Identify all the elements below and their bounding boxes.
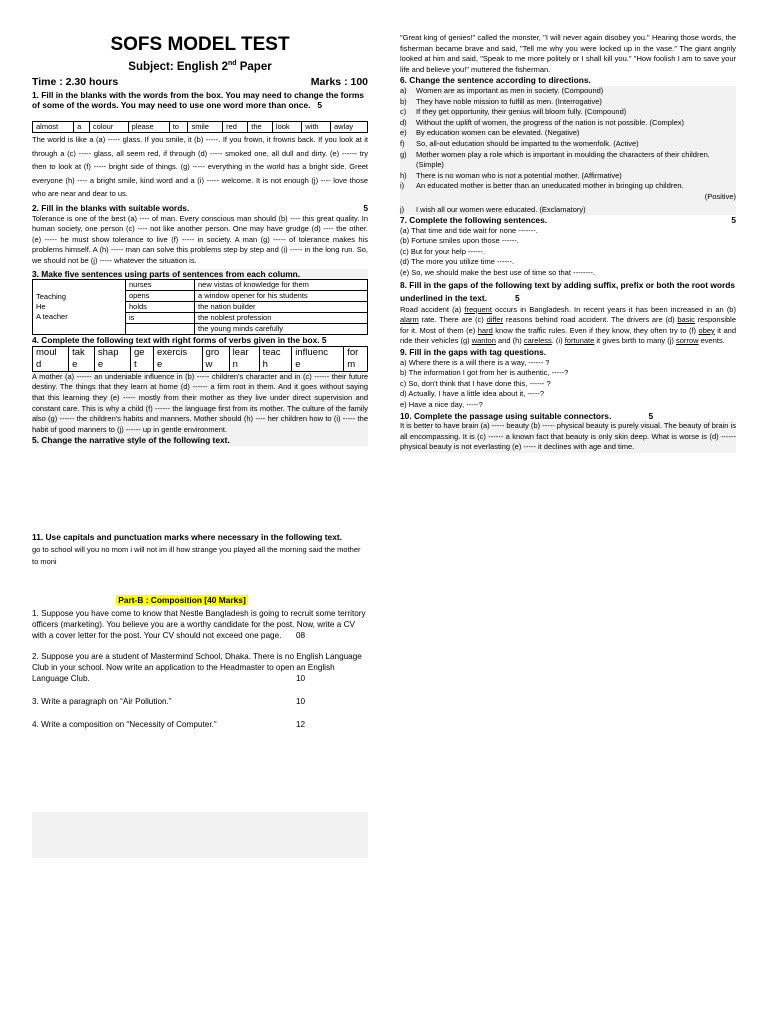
q6-item: a) Women are as important as men in society. (Compound)	[400, 85, 604, 95]
verb-cell: teac h	[259, 346, 292, 371]
word-cell: to	[169, 122, 188, 133]
word-cell: colour	[89, 122, 128, 133]
partb-item: 3. Write a paragraph on “Air Pollution.” 10	[32, 697, 306, 707]
root-word: basic	[677, 315, 695, 325]
verb-cell: for m	[344, 346, 368, 371]
root-word: fortunate	[564, 336, 595, 346]
q6-item: b) They have noble mission to fulfill as men. (Interrogative)	[400, 96, 602, 106]
q6-item: i) An educated mother is better than an uneducated mother in bringing up children.	[400, 181, 684, 191]
verb-cell: ge t	[131, 346, 154, 371]
q3-col2-item: opens	[126, 291, 195, 302]
partb-items	[32, 608, 368, 730]
q2-heading: 2. Fill in the blanks with suitable words. 5	[32, 202, 368, 213]
q3-col3-item: new vistas of knowledge for them	[195, 280, 368, 291]
q10-heading: 10. Complete the passage using suitable connectors. 5	[400, 410, 654, 421]
q9-item: d) Actually, I have a little idea about it, -----?	[400, 389, 545, 399]
verb-cell: influenc e	[292, 346, 344, 371]
partb-item: 4. Write a composition on “Necessity of Computer.” 12	[32, 720, 306, 730]
word-cell: the	[248, 122, 273, 133]
blank-space	[32, 446, 368, 532]
subject-sup: nd	[227, 60, 237, 67]
q6-item: f) So, all-out education should be imparted to the womenfolk. (Active)	[400, 138, 639, 148]
q9-item: c) So, don't think that I have done this, ------ ?	[400, 378, 551, 388]
time-marks-row	[32, 75, 368, 90]
q6-item: e) By education women can be elevated. (Negative)	[400, 128, 580, 138]
q6-heading: 6. Change the sentence according to directions.	[400, 75, 591, 86]
q6-item: g) Mother women play a role which is important in moulding the characters of their children. (Simple)	[400, 149, 710, 170]
verb-cell: moul d	[33, 346, 69, 371]
q1-text: The world is like a (a) ----- glass. If you smile, it (b) -----. If you frown, it frowns back. If you look at it through a (c) ----- glass, all seem red, if through (d) ----- smoked one, all dull and dirty. (e) ------ try then to look at (f) ----- bright side of things. (g) ----- everything in the world has a bright side. Greet everyone (h) ---- a bright smile, kind word and a (i) ----- welcome. It is not enough (j) ---- love those who are near and dear to us.	[32, 135, 368, 199]
marks-label: Marks : 100	[310, 75, 368, 88]
q7-heading: 7. Complete the following sentences. 5	[400, 215, 736, 226]
q9-item: a) Where there is a will there is a way, ------ ?	[400, 357, 550, 367]
partb-item: 1. Suppose you have come to know that Nestle Bangladesh is going to recruit some territory officers (marketing). You believe you are a worthy candidate for the post. Now, write a CV with a cover letter for the post. Your CV should not exceed one page. 08	[32, 609, 366, 641]
time-label: Time : 2.30 hours	[32, 75, 119, 88]
verb-cell: shap e	[94, 346, 130, 371]
q3-heading: 3. Make five sentences using parts of sentences from each column.	[32, 269, 368, 280]
word-cell: with	[302, 122, 331, 133]
q10-text: It is better to have brain (a) ----- beauty (b) ----- physical beauty is purely visual. The beauty of brain is all encompassing. It is (c) ------ a known fact that beauty is only skin deep. What is worse is (d) ------ physical beauty is not everlasting (e) ----- it declines with age and time.	[400, 421, 736, 452]
q6-positive: (Positive)	[704, 191, 736, 201]
root-word: hard	[477, 325, 493, 335]
q1-heading: 1. Fill in the blanks with the words from the box. You may need to change the forms of some of the words. You may need to use one word more than once. 5	[32, 89, 364, 111]
q11-text: go to school will you no mom i will not im ill how strange you played all the morning said the mother to moni	[32, 545, 361, 567]
q4-verb-box	[32, 346, 368, 372]
q7-item: (c) But for your help ------.	[400, 246, 486, 256]
q5-heading: 5. Change the narrative style of the following text.	[32, 435, 368, 446]
q3-col2-item: is	[126, 313, 195, 324]
q7-item: (a) That time and tide wait for none -------.	[400, 225, 538, 235]
q3-col3-item: a window opener for his students	[195, 291, 368, 302]
q3-col2-item: holds	[126, 302, 195, 313]
root-word: sorrow	[676, 336, 699, 346]
verb-cell: gro w	[202, 346, 229, 371]
q3-col1-item: Teaching	[36, 292, 67, 302]
q4-heading: 4. Complete the following text with right forms of verbs given in the box. 5	[32, 335, 327, 346]
shaded-area	[32, 812, 368, 858]
q6-item: j) I wish all our women were educated. (Exclamatory)	[400, 204, 586, 214]
q11-heading: 11. Use capitals and punctuation marks where necessary in the following text.	[32, 531, 342, 542]
word-cell: look	[272, 122, 301, 133]
root-word: frequent	[464, 304, 492, 314]
q2-text: Tolerance is one of the best (a) ---- of man. Every conscious man should (b) ---- this great quality. In human society, one person (c) ---- not like another person. One may have grudge (d) ---- the other. (e) ----- he must show tolerance to live (f) ----- in society. A man (g) ----- of tolerance makes his problems himself. A (h) ----- man can solve this problems step by step and (i) ----- in the long run. So, we should not be (j) ----- whatever the situation is.	[32, 213, 368, 265]
q7-item: (b) Fortune smiles upon those ------.	[400, 236, 519, 246]
q3-table	[32, 279, 368, 335]
q6-list	[400, 86, 736, 215]
q9-list	[400, 358, 736, 411]
partb-mark: 12	[296, 720, 306, 730]
left-column	[32, 30, 368, 730]
word-cell: please	[128, 122, 169, 133]
q4-text: A mother (a) ------ an undeniable influence in (b) ----- children's character and in (c) ------ their future destiny. The things that they learn at home (d) ------ a firm root in them. And it goes without saying that this learning they (e) ----- mostly from their mother as they live under direct supervision and constant care. This is why a child (f) ------ the language first from its mother. The culture of the family also (g) ------ the children's habits and manners. Mother should (h) ---- her children how to (i) ----- the habit of good manners to (j) ------ up in gentle environment.	[32, 371, 368, 434]
page-title: SOFS MODEL TEST	[110, 34, 290, 55]
partb-item: 2. Suppose you are a student of Mastermind School, Dhaka. There is no English Language Club in your school. Now write an application to the Headmaster to open an English Language Club. 10	[32, 652, 362, 684]
verb-cell: exercis e	[154, 346, 203, 371]
q6-item: c) If they get opportunity, their genius will bloom fully. (Compound)	[400, 107, 627, 117]
blank-space-2	[32, 568, 368, 594]
partb-mark: 10	[296, 674, 306, 684]
root-word: alarm	[400, 315, 419, 325]
q3-col3-item: the nation builder	[195, 302, 368, 313]
root-word: wanton	[471, 336, 496, 346]
q7-item: (e) So, we should make the best use of time so that --------.	[400, 268, 596, 278]
q1-word-box	[32, 121, 368, 133]
q3-col2-item: nurses	[126, 280, 195, 291]
subject-prefix: Subject: English 2	[128, 60, 228, 73]
partb-heading-wrap	[0, 594, 368, 606]
verb-cell: tak e	[69, 346, 95, 371]
root-word: differ	[486, 315, 504, 325]
q3-col1-item: A teacher	[36, 312, 68, 322]
word-cell: awlay	[330, 122, 367, 133]
q6-item: h) There is no woman who is not a potential mother. (Affirmative)	[400, 170, 622, 180]
right-column	[400, 33, 736, 453]
q3-col1-item: He	[36, 302, 46, 312]
word-cell: almost	[33, 122, 74, 133]
partb-mark: 10	[296, 697, 306, 707]
q7-list	[400, 226, 736, 279]
q5-story: "Great king of genies!" called the monster, "I will never again disobey you." Hearing those words, the fisherman became brave and said, "Tell me why you were locked up in the vase." The giant angrily looked at him and said, "Speak to me more politely or I shall kill you." "How foolish I am to save your life and believe you!" muttered the fisherman.	[400, 33, 736, 74]
verb-cell: lear n	[229, 346, 259, 371]
word-cell: a	[74, 122, 90, 133]
word-cell: smile	[188, 122, 223, 133]
q7-item: (d) The more you utilize time ------.	[400, 257, 515, 267]
q9-heading: 9. Fill in the gaps with tag questions.	[400, 347, 547, 358]
q8-text: Road accident (a) frequent occurs in Bangladesh. In recent years it has been increased in an (b) alarm rate. There are (c) differ reasons behind road accident. The drivers are (d) basic responsible for it. Most of them (e) hard know the traffic rules. Even if they know, they often try to (f) obey it and ride their vehicles (g) wanton and (h) careless. (i) fortunate it gives birth to many (j) sorrow events.	[400, 304, 736, 346]
root-word: careless	[523, 336, 552, 346]
partb-mark: 08	[296, 631, 306, 641]
q9-item: b) The information I got from her is authentic, -----?	[400, 368, 569, 378]
partb-heading: Part-B : Composition [40 Marks]	[118, 595, 246, 606]
q3-col3-item: the young minds carefully	[195, 324, 368, 335]
q6-item: d) Without the uplift of women, the progress of the nation is not possible. (Complex)	[400, 117, 685, 127]
q3-col3-item: the noblest profession	[195, 313, 368, 324]
root-word: obey	[698, 325, 715, 335]
q9-item: e) Have a nice day, -----?	[400, 400, 483, 409]
subject-line	[32, 56, 368, 75]
q8-heading: 8. Fill in the gaps of the following text by adding suffix, prefix or both the root words underlined in the text. 5	[400, 279, 736, 303]
q3-col2-item	[126, 324, 195, 335]
word-cell: red	[223, 122, 248, 133]
subject-suffix: Paper	[236, 60, 272, 73]
q3-col1	[33, 280, 126, 335]
